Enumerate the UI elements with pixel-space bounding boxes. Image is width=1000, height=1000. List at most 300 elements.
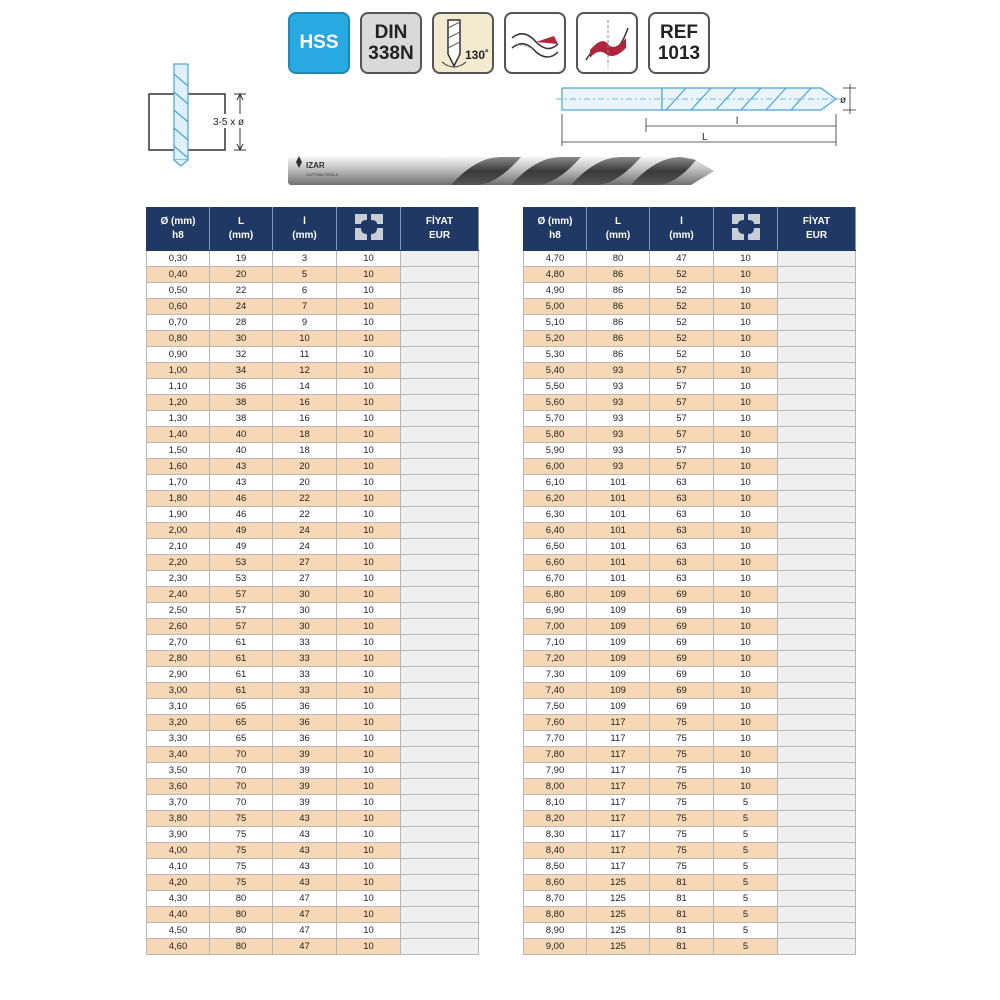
cell-diameter: 1,10: [147, 379, 210, 395]
table-row: [147, 363, 479, 379]
cell-diameter: 8,40: [524, 843, 587, 859]
cell-pack-qty: 10: [337, 811, 401, 827]
cell-pack-qty: 10: [337, 523, 401, 539]
cell-pack-qty: 10: [337, 635, 401, 651]
cell-pack-qty: 10: [337, 619, 401, 635]
cell-total-length: 40: [210, 443, 273, 459]
table-row: [147, 667, 479, 683]
cell-price: [778, 923, 856, 939]
cell-price: [778, 875, 856, 891]
cell-price: [401, 811, 479, 827]
din-label: DIN: [374, 22, 408, 43]
cell-flute-length: 39: [273, 779, 337, 795]
cell-diameter: 1,00: [147, 363, 210, 379]
cell-total-length: 75: [210, 859, 273, 875]
cell-total-length: 80: [587, 251, 650, 267]
cell-diameter: 5,70: [524, 411, 587, 427]
cell-diameter: 6,00: [524, 459, 587, 475]
cell-pack-qty: 10: [714, 747, 778, 763]
cell-diameter: 4,10: [147, 859, 210, 875]
package-quantity-icon: [352, 212, 386, 242]
table-row: [147, 283, 479, 299]
cell-total-length: 109: [587, 667, 650, 683]
cell-total-length: 109: [587, 619, 650, 635]
cell-flute-length: 20: [273, 459, 337, 475]
cell-price: [778, 939, 856, 955]
cell-pack-qty: 10: [714, 379, 778, 395]
cell-price: [401, 891, 479, 907]
cell-diameter: 5,40: [524, 363, 587, 379]
drill-bit-image: [286, 148, 716, 194]
cell-flute-length: 7: [273, 299, 337, 315]
cell-flute-length: 33: [273, 635, 337, 651]
cell-diameter: 0,80: [147, 331, 210, 347]
cell-price: [401, 491, 479, 507]
table-header-row: [524, 208, 856, 251]
cell-total-length: 24: [210, 299, 273, 315]
table-row: [147, 683, 479, 699]
cell-diameter: 4,30: [147, 891, 210, 907]
table-row: [147, 555, 479, 571]
cell-flute-length: 81: [650, 891, 714, 907]
cell-pack-qty: 10: [714, 603, 778, 619]
cell-total-length: 86: [587, 299, 650, 315]
cell-total-length: 43: [210, 459, 273, 475]
cell-flute-length: 69: [650, 651, 714, 667]
cell-total-length: 75: [210, 811, 273, 827]
cell-flute-length: 69: [650, 619, 714, 635]
cell-price: [401, 779, 479, 795]
cell-total-length: 109: [587, 683, 650, 699]
cell-price: [401, 539, 479, 555]
cell-price: [401, 907, 479, 923]
cell-pack-qty: 10: [337, 299, 401, 315]
cell-pack-qty: 10: [714, 667, 778, 683]
cell-flute-length: 81: [650, 939, 714, 955]
cell-flute-length: 36: [273, 699, 337, 715]
cell-flute-length: 57: [650, 411, 714, 427]
cell-price: [401, 315, 479, 331]
cell-pack-qty: 5: [714, 923, 778, 939]
cell-diameter: 0,90: [147, 347, 210, 363]
cell-pack-qty: 10: [714, 699, 778, 715]
cell-diameter: 3,30: [147, 731, 210, 747]
cell-diameter: 6,20: [524, 491, 587, 507]
cell-price: [778, 795, 856, 811]
cell-pack-qty: 10: [337, 667, 401, 683]
table-row: [524, 523, 856, 539]
cell-flute-length: 63: [650, 539, 714, 555]
table-row: [524, 779, 856, 795]
table-row: [524, 843, 856, 859]
cell-diameter: 4,00: [147, 843, 210, 859]
cell-price: [401, 635, 479, 651]
cell-diameter: 3,90: [147, 827, 210, 843]
cell-total-length: 80: [210, 939, 273, 955]
cell-price: [778, 779, 856, 795]
cell-diameter: 5,10: [524, 315, 587, 331]
cell-pack-qty: 10: [714, 683, 778, 699]
cell-total-length: 36: [210, 379, 273, 395]
cell-flute-length: 27: [273, 555, 337, 571]
cell-total-length: 75: [210, 875, 273, 891]
cell-price: [401, 443, 479, 459]
cell-flute-length: 75: [650, 811, 714, 827]
cell-price: [401, 251, 479, 267]
header-diameter-tol: h8: [549, 230, 561, 241]
cell-pack-qty: 10: [714, 587, 778, 603]
cell-flute-length: 69: [650, 699, 714, 715]
table-row: [147, 763, 479, 779]
cell-price: [401, 299, 479, 315]
table-row: [524, 683, 856, 699]
cell-total-length: 101: [587, 475, 650, 491]
flute-length-label: l: [736, 116, 739, 127]
cell-price: [778, 635, 856, 651]
header-total-length-label: L: [237, 216, 245, 227]
cell-flute-length: 75: [650, 795, 714, 811]
cell-pack-qty: 10: [337, 475, 401, 491]
header-package: [337, 208, 401, 251]
cell-total-length: 125: [587, 923, 650, 939]
cell-total-length: 46: [210, 507, 273, 523]
drill-point-icon: [434, 14, 492, 72]
cell-flute-length: 81: [650, 923, 714, 939]
cell-total-length: 57: [210, 603, 273, 619]
cell-flute-length: 47: [273, 939, 337, 955]
cell-total-length: 75: [210, 843, 273, 859]
cell-diameter: 0,60: [147, 299, 210, 315]
cell-diameter: 8,20: [524, 811, 587, 827]
cell-flute-length: 69: [650, 667, 714, 683]
cell-price: [401, 523, 479, 539]
cell-flute-length: 43: [273, 859, 337, 875]
cell-flute-length: 57: [650, 363, 714, 379]
table-row: [524, 379, 856, 395]
cell-pack-qty: 10: [337, 907, 401, 923]
table-row: [524, 507, 856, 523]
cell-flute-length: 63: [650, 507, 714, 523]
cell-price: [401, 859, 479, 875]
cell-diameter: 8,90: [524, 923, 587, 939]
cell-total-length: 109: [587, 699, 650, 715]
cell-diameter: 1,60: [147, 459, 210, 475]
cell-price: [778, 459, 856, 475]
cell-pack-qty: 10: [714, 571, 778, 587]
cell-total-length: 70: [210, 763, 273, 779]
cell-diameter: 5,80: [524, 427, 587, 443]
cell-total-length: 19: [210, 251, 273, 267]
cell-total-length: 32: [210, 347, 273, 363]
cell-price: [401, 571, 479, 587]
cell-pack-qty: 10: [337, 843, 401, 859]
cell-flute-length: 22: [273, 491, 337, 507]
cell-total-length: 93: [587, 379, 650, 395]
table-row: [147, 251, 479, 267]
cell-pack-qty: 10: [337, 347, 401, 363]
cell-diameter: 7,10: [524, 635, 587, 651]
table-row: [524, 571, 856, 587]
cell-flute-length: 33: [273, 667, 337, 683]
cell-price: [778, 683, 856, 699]
cell-flute-length: 43: [273, 827, 337, 843]
cell-diameter: 6,90: [524, 603, 587, 619]
cell-pack-qty: 10: [714, 731, 778, 747]
table-row: [147, 699, 479, 715]
cell-diameter: 4,40: [147, 907, 210, 923]
cell-pack-qty: 10: [714, 411, 778, 427]
cell-diameter: 0,30: [147, 251, 210, 267]
ref-badge: [648, 12, 710, 74]
cell-flute-length: 57: [650, 427, 714, 443]
cell-flute-length: 69: [650, 635, 714, 651]
cell-pack-qty: 10: [337, 283, 401, 299]
cell-flute-length: 52: [650, 267, 714, 283]
cell-total-length: 20: [210, 267, 273, 283]
cell-price: [401, 267, 479, 283]
cell-price: [401, 651, 479, 667]
cell-price: [778, 859, 856, 875]
table-row: [524, 363, 856, 379]
cell-price: [401, 347, 479, 363]
cell-price: [778, 427, 856, 443]
cell-flute-length: 75: [650, 827, 714, 843]
cell-diameter: 2,20: [147, 555, 210, 571]
din-number: 338N: [368, 43, 414, 64]
cell-total-length: 93: [587, 427, 650, 443]
cell-diameter: 3,00: [147, 683, 210, 699]
cell-diameter: 1,40: [147, 427, 210, 443]
cell-price: [401, 763, 479, 779]
cell-total-length: 43: [210, 475, 273, 491]
cell-total-length: 53: [210, 555, 273, 571]
cell-pack-qty: 10: [714, 523, 778, 539]
cell-flute-length: 63: [650, 491, 714, 507]
cell-flute-length: 47: [273, 891, 337, 907]
cell-diameter: 2,40: [147, 587, 210, 603]
cell-flute-length: 39: [273, 763, 337, 779]
cell-pack-qty: 10: [714, 299, 778, 315]
cell-pack-qty: 5: [714, 795, 778, 811]
table-row: [524, 283, 856, 299]
cell-total-length: 93: [587, 363, 650, 379]
cell-total-length: 125: [587, 907, 650, 923]
cell-pack-qty: 10: [714, 331, 778, 347]
cell-price: [401, 555, 479, 571]
cell-flute-length: 75: [650, 763, 714, 779]
cell-diameter: 4,50: [147, 923, 210, 939]
cell-pack-qty: 10: [714, 347, 778, 363]
cell-total-length: 86: [587, 347, 650, 363]
table-row: [524, 299, 856, 315]
cell-price: [778, 667, 856, 683]
cell-flute-length: 3: [273, 251, 337, 267]
table-row: [147, 427, 479, 443]
cell-pack-qty: 10: [337, 731, 401, 747]
table-row: [524, 939, 856, 955]
cell-pack-qty: 5: [714, 875, 778, 891]
cell-total-length: 70: [210, 779, 273, 795]
cell-pack-qty: 10: [337, 603, 401, 619]
header-total-length-unit: (mm): [228, 230, 254, 241]
cell-pack-qty: 10: [337, 683, 401, 699]
header-total-length: [210, 208, 273, 251]
table-row: [147, 443, 479, 459]
cell-diameter: 7,60: [524, 715, 587, 731]
cell-total-length: 80: [210, 907, 273, 923]
table-row: [147, 811, 479, 827]
dimension-table-left: [146, 207, 479, 955]
cell-pack-qty: 10: [337, 363, 401, 379]
cell-flute-length: 39: [273, 747, 337, 763]
cell-flute-length: 24: [273, 539, 337, 555]
table-row: [524, 555, 856, 571]
cell-total-length: 93: [587, 411, 650, 427]
header-flute-length-label: l: [680, 216, 683, 227]
cell-total-length: 61: [210, 651, 273, 667]
cell-price: [401, 795, 479, 811]
cell-total-length: 125: [587, 875, 650, 891]
cell-flute-length: 12: [273, 363, 337, 379]
table-row: [524, 267, 856, 283]
cell-price: [778, 395, 856, 411]
cell-diameter: 8,70: [524, 891, 587, 907]
cell-total-length: 93: [587, 459, 650, 475]
cell-diameter: 2,50: [147, 603, 210, 619]
table-row: [147, 619, 479, 635]
header-price-unit: EUR: [805, 230, 828, 241]
table-row: [147, 843, 479, 859]
header-flute-length-unit: (mm): [669, 230, 694, 241]
cell-pack-qty: 10: [337, 699, 401, 715]
cell-pack-qty: 10: [337, 891, 401, 907]
cell-pack-qty: 10: [337, 251, 401, 267]
cell-flute-length: 63: [650, 475, 714, 491]
cell-price: [401, 667, 479, 683]
cell-pack-qty: 10: [714, 459, 778, 475]
cell-diameter: 0,50: [147, 283, 210, 299]
cell-total-length: 117: [587, 763, 650, 779]
table-row: [147, 779, 479, 795]
cell-diameter: 6,70: [524, 571, 587, 587]
table-row: [147, 267, 479, 283]
cell-diameter: 6,10: [524, 475, 587, 491]
cell-diameter: 5,90: [524, 443, 587, 459]
cell-total-length: 22: [210, 283, 273, 299]
cell-total-length: 40: [210, 427, 273, 443]
cell-flute-length: 36: [273, 731, 337, 747]
table-row: [147, 795, 479, 811]
cell-pack-qty: 10: [714, 635, 778, 651]
cutting-edge-badge: [576, 12, 638, 74]
table-row: [147, 571, 479, 587]
cell-pack-qty: 10: [337, 651, 401, 667]
cell-price: [778, 363, 856, 379]
cell-pack-qty: 10: [714, 715, 778, 731]
point-angle-badge: [432, 12, 494, 74]
cell-flute-length: 11: [273, 347, 337, 363]
cell-diameter: 8,80: [524, 907, 587, 923]
table-row: [147, 747, 479, 763]
cell-total-length: 70: [210, 795, 273, 811]
cell-diameter: 3,10: [147, 699, 210, 715]
cell-pack-qty: 10: [337, 571, 401, 587]
cell-price: [401, 699, 479, 715]
cell-price: [401, 475, 479, 491]
cell-diameter: 8,30: [524, 827, 587, 843]
cell-total-length: 46: [210, 491, 273, 507]
table-row: [524, 475, 856, 491]
cell-flute-length: 33: [273, 651, 337, 667]
cell-flute-length: 63: [650, 523, 714, 539]
cell-pack-qty: 5: [714, 811, 778, 827]
cell-price: [778, 299, 856, 315]
table-row: [524, 811, 856, 827]
cell-price: [778, 539, 856, 555]
brand-logo-text: IZAR: [306, 161, 325, 170]
cell-price: [401, 283, 479, 299]
cell-diameter: 3,40: [147, 747, 210, 763]
cell-diameter: 7,90: [524, 763, 587, 779]
cell-total-length: 86: [587, 315, 650, 331]
cell-diameter: 4,70: [524, 251, 587, 267]
table-row: [147, 875, 479, 891]
cell-pack-qty: 10: [714, 315, 778, 331]
cell-total-length: 61: [210, 667, 273, 683]
cell-pack-qty: 10: [337, 875, 401, 891]
table-row: [524, 875, 856, 891]
cell-total-length: 101: [587, 555, 650, 571]
table-row: [147, 331, 479, 347]
cell-price: [778, 811, 856, 827]
cell-diameter: 1,50: [147, 443, 210, 459]
table-row: [524, 635, 856, 651]
cell-pack-qty: 10: [337, 859, 401, 875]
cell-price: [778, 523, 856, 539]
table-row: [524, 315, 856, 331]
cell-flute-length: 24: [273, 523, 337, 539]
table-row: [524, 395, 856, 411]
cell-total-length: 101: [587, 491, 650, 507]
cell-total-length: 70: [210, 747, 273, 763]
cell-diameter: 6,60: [524, 555, 587, 571]
cell-price: [778, 587, 856, 603]
cell-pack-qty: 10: [714, 491, 778, 507]
cell-flute-length: 75: [650, 731, 714, 747]
cell-total-length: 80: [210, 923, 273, 939]
header-price: [778, 208, 856, 251]
cell-total-length: 61: [210, 635, 273, 651]
drilling-depth-diagram: [140, 62, 258, 168]
cell-flute-length: 43: [273, 875, 337, 891]
table-row: [147, 891, 479, 907]
cell-pack-qty: 10: [337, 331, 401, 347]
cell-flute-length: 75: [650, 843, 714, 859]
cell-pack-qty: 10: [714, 427, 778, 443]
cell-diameter: 1,20: [147, 395, 210, 411]
header-price-unit: EUR: [428, 230, 451, 241]
cell-total-length: 28: [210, 315, 273, 331]
cell-total-length: 53: [210, 571, 273, 587]
table-row: [147, 395, 479, 411]
header-diameter-tol: h8: [172, 230, 184, 241]
cell-total-length: 101: [587, 571, 650, 587]
cell-flute-length: 20: [273, 475, 337, 491]
cell-diameter: 3,50: [147, 763, 210, 779]
table-row: [147, 715, 479, 731]
cell-flute-length: 43: [273, 811, 337, 827]
cell-total-length: 117: [587, 843, 650, 859]
